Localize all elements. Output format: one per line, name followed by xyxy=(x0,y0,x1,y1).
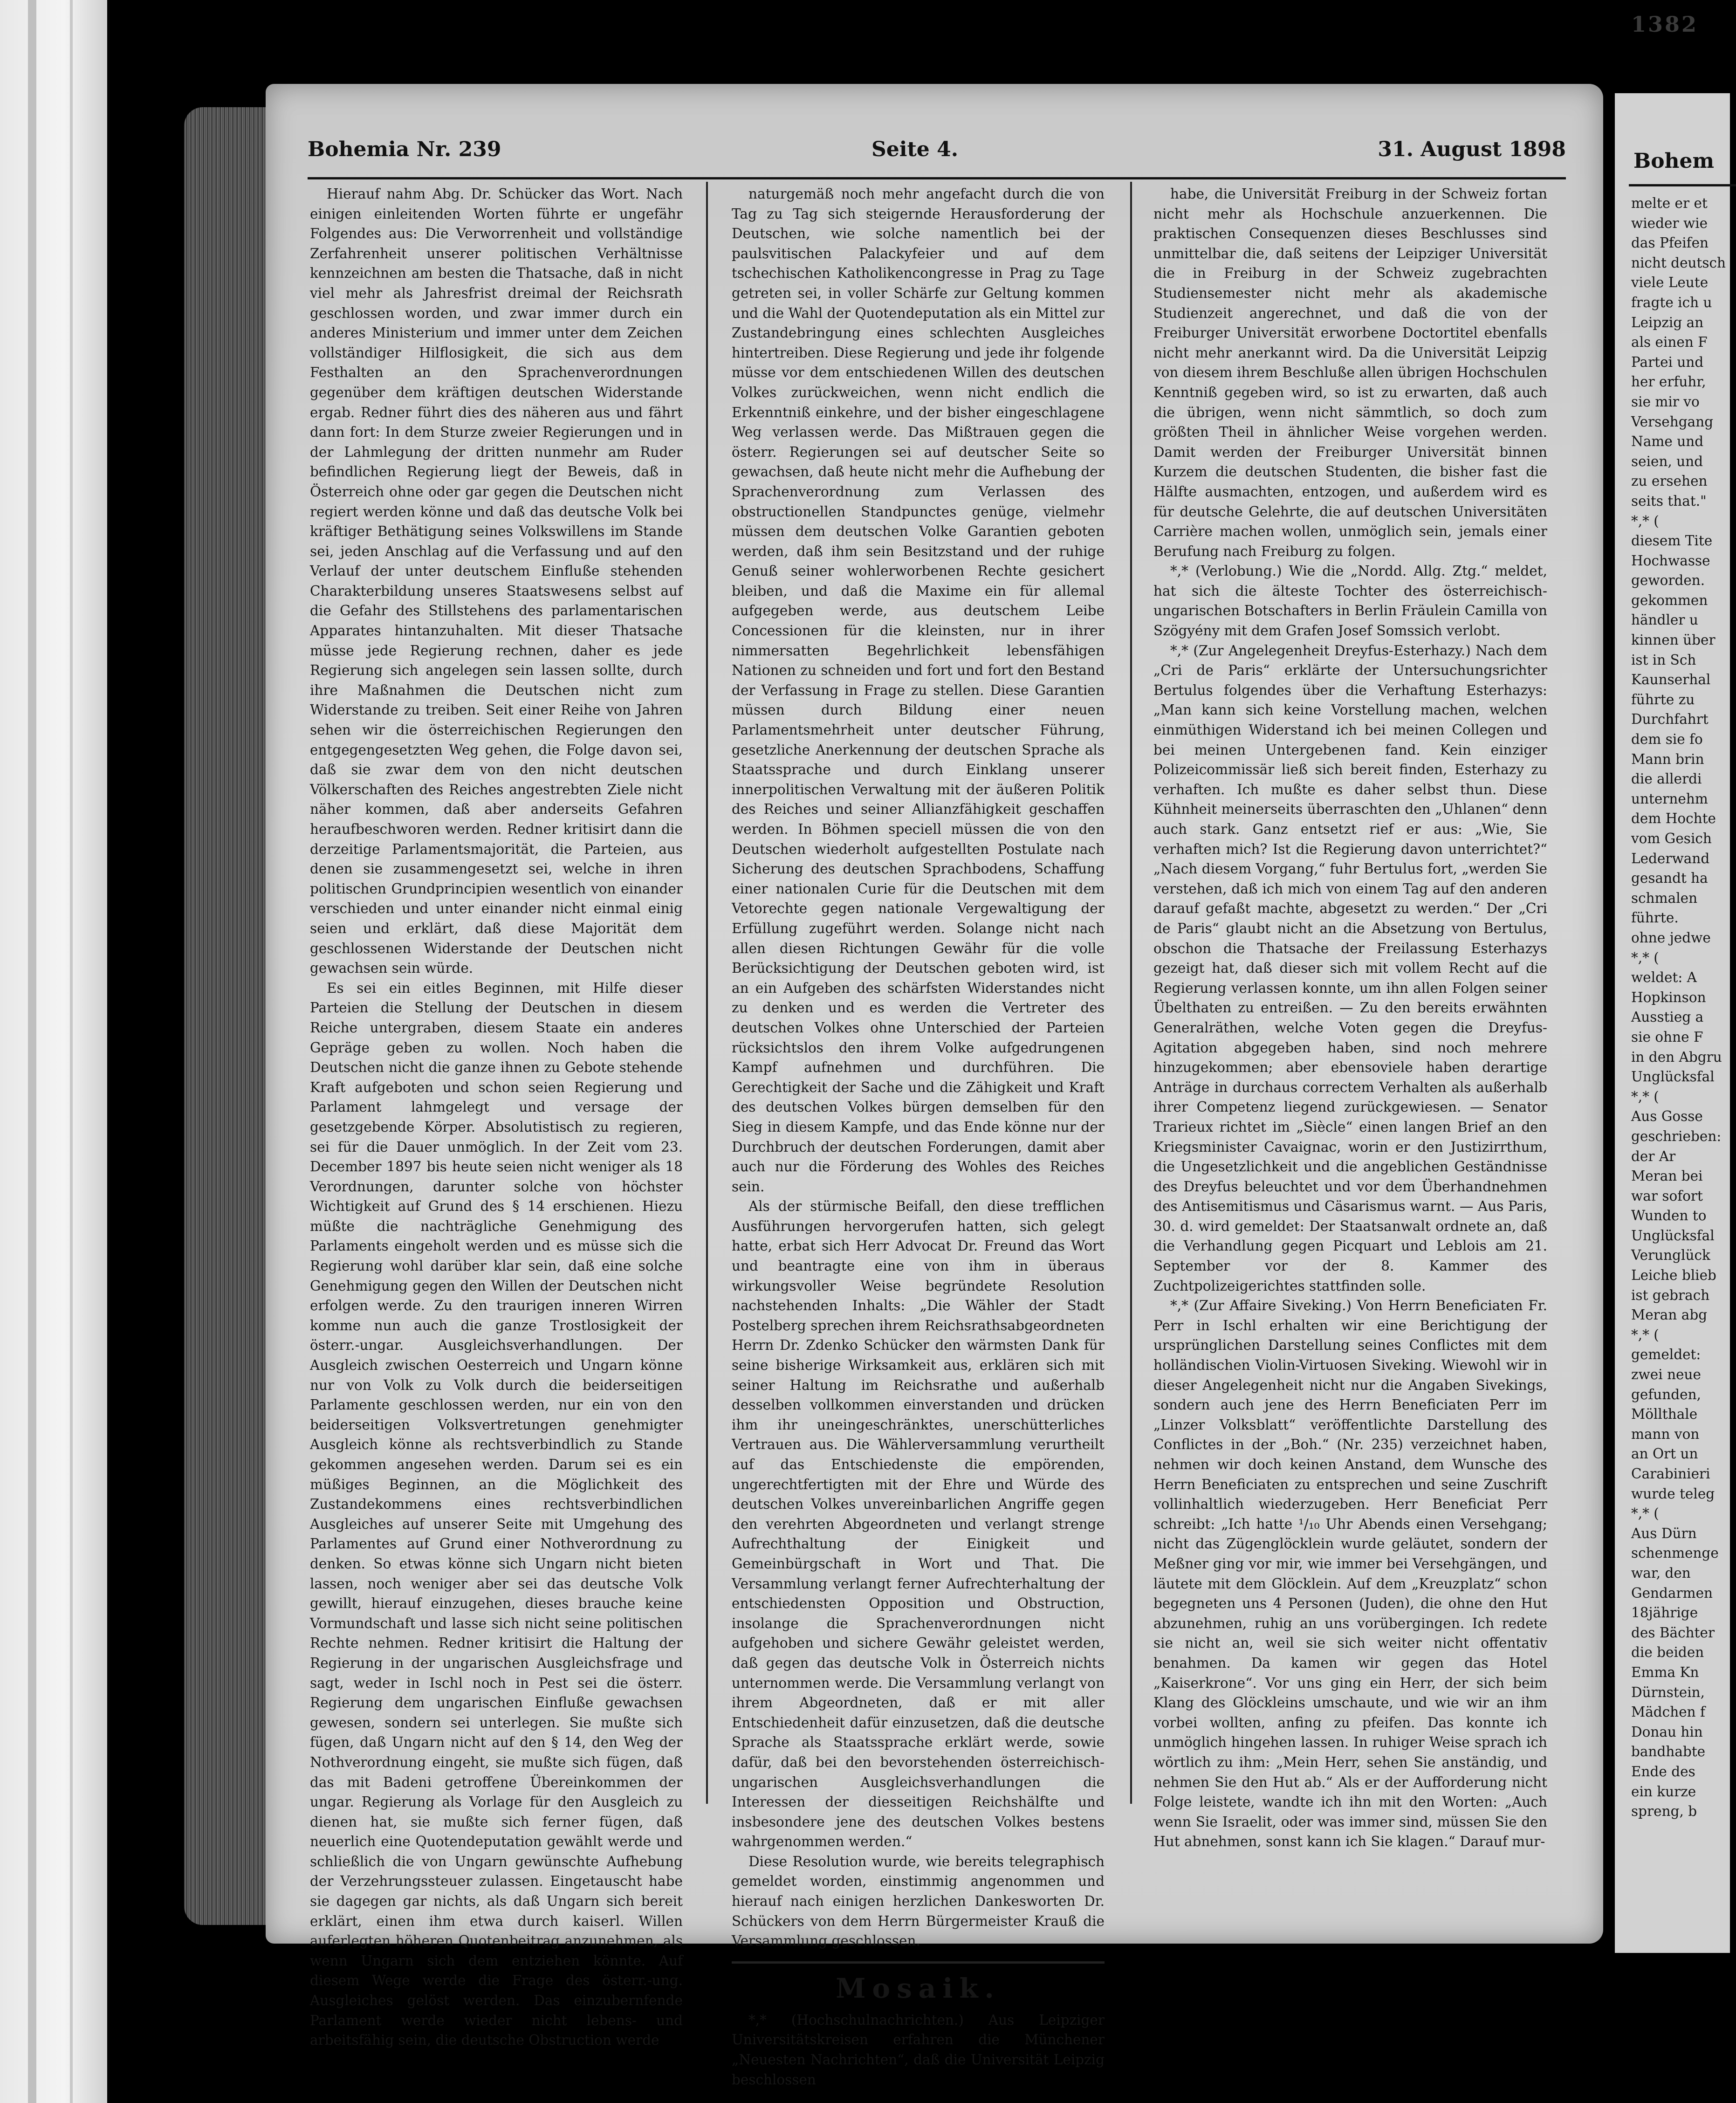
adjacent-page-line: war sofort xyxy=(1631,1188,1703,1204)
adjacent-page-line: diesem Tite xyxy=(1631,533,1713,549)
adjacent-page-line: Möllthale xyxy=(1631,1406,1698,1423)
adjacent-page-line: Mann brin xyxy=(1631,751,1704,767)
adjacent-page-line: Wunden to xyxy=(1631,1208,1707,1224)
adjacent-page-line: wieder wie xyxy=(1631,215,1708,231)
adjacent-page-line: sie ohne F xyxy=(1631,1029,1703,1045)
adjacent-page-line: gemeldet: xyxy=(1631,1347,1701,1363)
adjacent-page-line: Aus Gosse xyxy=(1631,1108,1703,1125)
adjacent-page-line: in den Abgru xyxy=(1631,1049,1722,1065)
adjacent-page-line: gesandt ha xyxy=(1631,870,1708,887)
adjacent-page-line: der Ar xyxy=(1631,1148,1676,1164)
newspaper-page xyxy=(266,84,1603,2088)
adjacent-page-line: geworden. xyxy=(1631,572,1705,589)
masthead-issue: Bohemia Nr. 239 xyxy=(308,137,501,161)
section-title-mosaik: Mosaik. xyxy=(836,1972,1001,2004)
adjacent-page-line: ein kurze xyxy=(1631,1783,1696,1800)
adjacent-page-line: Unglücksfal xyxy=(1631,1227,1715,1244)
adjacent-header-rule xyxy=(1629,184,1736,186)
adjacent-page xyxy=(1615,93,1730,1953)
column-3 xyxy=(1153,184,1547,1850)
adjacent-page-line: Verunglück xyxy=(1631,1247,1710,1264)
adjacent-page-line: das Pfeifen xyxy=(1631,235,1709,251)
adjacent-page-line: zu ersehen xyxy=(1631,473,1708,489)
adjacent-page-line: Aus Dürn xyxy=(1631,1525,1697,1541)
adjacent-page-line: Mädchen f xyxy=(1631,1704,1705,1720)
adjacent-page-line: gekommen xyxy=(1631,592,1708,608)
column-divider xyxy=(1130,182,1132,1804)
adjacent-page-line: Ausstieg a xyxy=(1631,1009,1704,1025)
adjacent-page-line: her erfuhr, xyxy=(1631,374,1706,390)
adjacent-page-line: Name und xyxy=(1631,433,1704,450)
adjacent-page-line: schenmenge xyxy=(1631,1545,1719,1561)
adjacent-page-line: fragte ich u xyxy=(1631,294,1712,310)
adjacent-page-line: Leipzig an xyxy=(1631,314,1704,330)
adjacent-page-line: Hopkinson xyxy=(1631,989,1706,1005)
article-paragraph: naturgemäß noch mehr angefacht durch die von Tag zu Tag sich steigernde Herausforderung der Deutschen, wie solche namentlich bei der paulsvitischen Palackyfeier und auf dem tschechischen Katholikencongresse in Prag zu Tage getreten sei, in voller Schärfe zur Geltung kommen und die Wahl der Quotendeputation als ein Mittel zur Zustandebringung eines schlechten Ausgleiches hintertreiben. Diese Regierung und jede ihr folgende müsse vor dem entschiedenen Willen des deutschen Volkes zurückweichen, wenn nicht endlich die Erkenntniß einkehre, und der bisher eingeschlagene Weg verlassen werde. Das Mißtrauen gegen die österr. Regierungen sei auf deutscher Seite so gewachsen, daß heute nicht mehr die Aufhebung der Sprachenverordnung zum Verlassen des obstructionellen Standpunctes genüge, vielmehr müssen dem deutschen Volke Garantien geboten werden, daß ihm sein Besitzstand und der ruhige Genuß seiner wohlerworbenen Rechte gesichert bleiben, und daß die Maxime ein für allemal aufgegeben werde, aus deutschem Leibe Concessionen für die kleinsten, nur in ihrer nimmersatten Begehrlichkeit lebensfähigen Nationen zu schneiden und fort und fort den Bestand der Verfassung in Frage zu stellen. Diese Garantien müssen durch Bildung einer neuen Parlamentsmehrheit unter deutscher Führung, gesetzliche Anerkennung der deutschen Sprache als Staatssprache und durch Einklang unserer innerpolitischen Verwaltung mit der äußeren Politik des Reiches und seiner Allianzfähigkeit geschaffen werden. In Böhmen speciell müssen die von den Deutschen wiederholt aufgestellten Postulate nach Sicherung des deutschen Sprachbodens, Schaffung einer nationalen Curie für die Deutschen mit dem Vetorechte gegen nationale Vergewaltigung der Erfüllung zugeführt werden. Solange nicht nach allen diesen Richtungen Gewähr für die volle Berücksichtigung der Deutschen geboten wird, ist an ein Aufgeben des schärfsten Widerstandes nicht zu denken und es werden die Vertreter des deutschen Volkes ohne Unterschied der Parteien rücksichtslos den ihrem Volke aufgedrungenen Kampf aufnehmen und durchführen. Die Gerechtigkeit der Sache und die Zähigkeit und Kraft des deutschen Volkes bürgen demselben für den Sieg in diesem Kampfe, und das Ende könne nur der Durchbruch der deutschen Forderungen, damit aber auch nur die Förderung des Wohles des Reiches sein. xyxy=(732,186,1105,1195)
adjacent-page-line: Carabinieri xyxy=(1631,1466,1710,1482)
column-2 xyxy=(732,184,1105,2088)
adjacent-page-line: vom Gesich xyxy=(1631,831,1712,846)
column-divider xyxy=(706,182,708,1804)
adjacent-page-line: *,* ( xyxy=(1631,1326,1659,1343)
news-item: *,* (Zur Angelegenheit Dreyfus-Esterhazy.) Nach dem „Cri de Paris“ erklärte der Untersuchungsrichter Bertulus folgendes über die Verhaftung Esterhazys: „Man kann sich keine Vorstellung machen, welchen einmüthigen Widerstand ich bei meinen Collegen und bei meinen Untergebenen fand. Kein einziger Polizeicommissär ließ sich bereit finden, Esterhazy zu verhaften. Ich mußte es daher selbst thun. Diese Kühnheit meinerseits überraschten den „Uhlanen“ denn auch stark. Ganz entsetzt rief er aus: „Wie, Sie verhaften mich? Ist die Regierung davon unterrichtet?“ „Nach diesem Vorgang,“ fuhr Bertulus fort, „werden Sie verstehen, daß ich mich von einem Tag auf den anderen darauf gefaßt machte, abgesetzt zu werden.“ Der „Cri de Paris“ glaubt nicht an die Absetzung von Bertulus, obschon die Thatsache der Freilassung Esterhazys gezeigt hat, daß dieser sich mit vollem Recht auf die Regierung verlassen konnte, um ihn allen Folgen seiner Übelthaten zu entreißen. — Zu den bereits erwähnten Generalräthen, welche Voten gegen die Dreyfus-Agitation abgegeben haben, sind noch mehrere hinzugekommen; aber ebensoviele haben derartige Anträge in durchaus correctem Verhalten als außerhalb ihrer Competenz liegend zurückgewiesen. — Senator Trarieux richtet im „Siècle“ einen langen Brief an den Kriegsminister Cavaignac, worin er den Justizirrthum, die Ungesetzlichkeit und die angeblichen Geständnisse des Dreyfus beleuchtet und vor dem Überhandnehmen des Antisemitismus und Cäsarismus warnt. — Aus Paris, 30. d. wird gemeldet: Der Staatsanwalt ordnete an, daß die Verhandlung gegen Picquart und Leblois am 21. September vor der 8. Kammer des Zuchtpolizeigerichtes stattfinden solle. xyxy=(1153,642,1547,1294)
adjacent-page-line: die beiden xyxy=(1631,1644,1704,1661)
article-paragraph: Es sei ein eitles Beginnen, mit Hilfe dieser Parteien die Stellung der Deutschen in diesem Reiche untergraben, diesem Staate ein anderes Gepräge geben zu wollen. Noch haben die Deutschen nicht die ganze ihnen zu Gebote stehende Kraft aufgeboten und schon seien Regierung und Parlament lahmgelegt und versage der gesetzgebende Körper. Absolutistisch zu regieren, sei für die Dauer unmöglich. In der Zeit vom 23. December 1897 bis heute seien nicht weniger als 18 Verordnungen, darunter solche von höchster Wichtigkeit auf Grund des § 14 erschienen. Hiezu müßte die nachträgliche Genehmigung des Parlaments eingeholt werden und es müsse sich die Regierung wohl darüber klar sein, daß eine solche Genehmigung gegen den Willen der Deutschen nicht erfolgen werde. Zu den traurigen inneren Wirren komme nun auch die ganze Trostlosigkeit der österr.-ungar. Ausgleichsverhandlungen. Der Ausgleich zwischen Oesterreich und Ungarn könne nur von Volk zu Volk durch die beiderseitigen Parlamente geschlossen werden, nur ein von den beiderseitigen Volksvertretungen genehmigter Ausgleich könne als rechtsverbindlich zu Stande gekommen angesehen werden. Darum sei es ein müßiges Beginnen, an die Möglichkeit des Zustandekommens eines rechtsverbindlichen Ausgleiches auf unserer Seite mit Umgehung des Parlamentes auf Grund einer Nothverordnung zu denken. So etwas könne sich Ungarn nicht bieten lassen, noch weniger aber sei das deutsche Volk gewillt, hierauf einzugehen, dieses brauche keine Vormundschaft und lasse sich nicht seine politischen Rechte nehmen. Redner kritisirt die Haltung der Regierung in der ungarischen Ausgleichsfrage und sagt, weder in Ischl noch in Pest sei die österr. Regierung dem ungarischen Einfluße gewachsen gewesen, sondern sei unterlegen. Sie mußte sich fügen, daß Ungarn nicht auf den § 14, den Weg der Nothverordnung eingeht, sie mußte sich fügen, daß das mit Badeni getroffene Übereinkommen der ungar. Regierung als Vorlage für den Ausgleich zu dienen hat, sie mußte sich ferner fügen, daß neuerlich eine Quotendeputation gewählt werde und schließlich die von Ungarn gewünschte Aufhebung der Verzehrungssteuer zulassen. Eingetauscht habe sie dagegen gar nichts, als daß Ungarn sich bereit erklärt, einen ihm etwa durch kaiserl. Willen auferlegten höheren Quotenbeitrag anzunehmen, als wenn Ungarn sich dem entziehen könnte. Auf diesem Wege werde die Frage des österr.-ung. Ausgleiches gelöst werden. Das einzubernfende Parlament werde wieder nicht lebens- und arbeitsfähig sein, die deutsche Obstruction werde xyxy=(310,980,683,2048)
archive-stamp: 1382 xyxy=(1631,12,1699,37)
film-strip xyxy=(28,0,36,2103)
adjacent-page-header: Bohem xyxy=(1633,149,1715,173)
adjacent-page-line: war, den xyxy=(1631,1565,1691,1581)
adjacent-page-line: Kaunserhal xyxy=(1631,672,1711,688)
adjacent-page-line: Versehgang xyxy=(1631,413,1714,430)
article-paragraph: Diese Resolution wurde, wie bereits telegraphisch gemeldet worden, einstimmig angenommen und hierauf nach einigen herzlichen Dankesworten Dr. Schückers von dem Herrn Bürgermeister Krauß die Versammlung geschlossen. xyxy=(732,1853,1105,1949)
adjacent-page-line: gefunden, xyxy=(1631,1386,1701,1402)
adjacent-page-line: ist in Sch xyxy=(1631,652,1696,668)
adjacent-page-line: bandhabte xyxy=(1631,1744,1706,1760)
adjacent-page-text xyxy=(1631,193,1734,1820)
header-rule xyxy=(308,177,1566,179)
adjacent-page-line: zwei neue xyxy=(1631,1367,1701,1383)
adjacent-page-line: Partei und xyxy=(1631,354,1704,370)
adjacent-page-line: Donau hin xyxy=(1631,1724,1703,1740)
news-item: habe, die Universität Freiburg in der Schweiz fortan nicht mehr als Hochschule anzuerkennen. Die praktischen Consequenzen dieses Beschlusses sind unmittelbar die, daß seitens der Leipziger Universität die in Freiburg in der Schweiz zugebrachten Studiensemester nicht mehr als akademische Studienzeit angerechnet, und daß die von der Freiburger Universität erworbene Doctortitel ebenfalls nicht mehr anerkannt wird. Da die Universität Leipzig von diesem ihrem Beschluße allen übrigen Hochschulen Kenntniß gegeben wird, so ist zu erwarten, daß auch die übrigen, wenn nicht sämmtlich, so doch zum größten Theil in ähnlicher Weise vorgehen werden. Damit werden der Freiburger Universität binnen Kurzem die deutschen Studenten, die bisher fast die Hälfte ausmachten, entzogen, und außerdem wird es für deutsche Gelehrte, die auf deutschen Universitäten Carrière machen wollen, unmöglich sein, jemals einer Berufung nach Freiburg zu folgen. xyxy=(1153,186,1547,559)
adjacent-page-line: *,* ( xyxy=(1631,1505,1659,1522)
adjacent-page-line: Dürnstein, xyxy=(1631,1684,1705,1700)
adjacent-page-line: seien, und xyxy=(1631,453,1703,469)
adjacent-page-line: ist gebrach xyxy=(1631,1287,1710,1303)
issue-date: 31. August 1898 xyxy=(1378,137,1566,161)
adjacent-page-line: die allerdi xyxy=(1631,771,1702,787)
adjacent-page-line: dem sie fo xyxy=(1631,731,1703,748)
section-rule xyxy=(732,1961,1105,1964)
adjacent-page-line: Ende des xyxy=(1631,1763,1695,1780)
page-header xyxy=(308,137,1566,170)
news-item: *,* (Hochschulnachrichten.) Aus Leipziger Universitätskreisen erfahren die Münchener „Neuesten Nachrichten“, daß die Universität Leipzig beschlossen xyxy=(732,2012,1105,2088)
adjacent-page-line: Meran abg xyxy=(1631,1307,1708,1323)
adjacent-page-line: ohne jedwe xyxy=(1631,929,1711,946)
adjacent-page-line: 18jährige xyxy=(1631,1605,1698,1621)
adjacent-page-line: Hochwasse xyxy=(1631,552,1710,569)
article-paragraph: Als der stürmische Beifall, den diese trefflichen Ausführungen hervorgerufen hatten, sich gelegt hatte, erbat sich Herr Advocat Dr. Freund das Wort und beantragte eine von ihm in überaus wirkungsvoller Weise begründete Resolution nachstehenden Inhalts: „Die Wähler der Stadt Postelberg sprechen ihrem Reichsrathsabgeordneten Herrn Dr. Zdenko Schücker den wärmsten Dank für seine bisherige Wirksamkeit aus, erklären sich mit seiner Haltung im Reichsrathe und außerhalb desselben vollkommen einverstanden und drücken ihm ihr uneingeschränktes, unerschütterliches Vertrauen aus. Die Wählerversammlung verurtheilt auf das Entschiedenste die empörenden, ungerechtfertigten mit der Ehre und Würde des deutschen Volkes unvereinbarlichen Angriffe gegen den verehrten Abgeordneten und verlangt strenge Aufrechthaltung der Einigkeit und Gemeinbürgschaft in Wort und That. Die Versammlung verlangt ferner Aufrechterhaltung der entschiedensten Opposition und Obstruction, insolange die Sprachenverordnungen nicht aufgehoben und sichere Gewähr geleistet werden, daß gegen das deutsche Volk in Österreich nichts unternommen werde. Die Versammlung verlangt von ihrem Abgeordneten, daß er mit aller Entschiedenheit dafür einzusetzen, daß die deutsche Sprache als Staatssprache erklärt werde, sowie dafür, daß bei den bevorstehenden österreichisch-ungarischen Ausgleichsverhandlungen die Interessen der diesseitigen Reichshälfte und insbesondere jene des deutschen Volkes bestens wahrgenommen werden.“ xyxy=(732,1198,1105,1850)
film-strip xyxy=(70,0,73,2103)
adjacent-page-line: nicht deutsch xyxy=(1631,254,1726,271)
adjacent-page-line: *,* ( xyxy=(1631,949,1659,966)
adjacent-page-line: *,* ( xyxy=(1631,513,1659,529)
adjacent-page-line: wurde teleg xyxy=(1631,1485,1715,1502)
adjacent-page-line: *,* ( xyxy=(1631,1088,1659,1105)
adjacent-page-line: als einen F xyxy=(1631,334,1708,350)
news-item: *,* (Zur Affaire Siveking.) Von Herrn Beneficiaten Fr. Perr in Ischl erhalten wir eine Berichtigung der ursprünglichen Darstellung seines Conflictes mit dem holländischen Violin-Virtuosen Siveking. Wiewohl wir in dieser Angelegenheit nicht nur die Angaben Sivekings, sondern auch jene des Herrn Beneficiaten Perr im „Linzer Volksblatt“ veröffentlichte Darstellung des Conflictes in der „Boh.“ (Nr. 235) verzeichnet haben, nehmen wir doch keinen Anstand, dem Wunsche des Herrn Beneficiaten zu entsprechen und seine Zuschrift vollinhaltlich wiederzugeben. Herr Beneficiat Perr schreibt: „Ich hatte ¹/₁₀ Uhr Abends einen Versehgang; nicht das Zügenglöcklein wurde geläutet, sondern der Meßner ging vor mir, wie immer bei Versehgängen, und läutete mit dem Glöcklein. Auf dem „Kreuzplatz“ schon begegneten uns 4 Personen (Juden), die ohne den Hut abzunehmen, ruhig an uns vorübergingen. Ich redete sie nicht an, weil sie sich weiter nicht offentativ benahmen. Da kamen wir gegen das Hotel „Kaiserkrone“. Vor uns ging ein Herr, der sich beim Klang des Glöckleins umschaute, und wie wir an ihm vorbei wollten, anfing zu pfeifen. Das konnte ich unmöglich hingehen lassen. In ruhiger Weise sprach ich wörtlich zu ihm: „Mein Herr, sehen Sie anständig, und nehmen Sie den Hut ab.“ Als er der Aufforderung nicht Folge leistete, wandte ich ihn mit den Worten: „Auch wenn Sie Israelit, oder was immer sind, müssen Sie den Hut abnehmen, sonst kann ich Sie klagen.“ Darauf mur- xyxy=(1153,1298,1547,1850)
adjacent-page-line: an Ort un xyxy=(1631,1446,1698,1462)
column-1 xyxy=(310,184,683,2048)
adjacent-page-line: weldet: A xyxy=(1631,969,1697,986)
adjacent-page-line: mann von xyxy=(1631,1426,1700,1442)
film-border-left xyxy=(0,0,107,2103)
adjacent-page-line: Unglücksfal xyxy=(1631,1069,1715,1085)
adjacent-page-line: Leiche blieb xyxy=(1631,1267,1716,1284)
adjacent-page-line: führte. xyxy=(1631,910,1679,926)
adjacent-page-line: spreng, b xyxy=(1631,1803,1697,1820)
adjacent-page-line: dem Hochte xyxy=(1631,811,1716,827)
adjacent-page-line: des Bächter xyxy=(1631,1624,1715,1641)
adjacent-page-line: unternehm xyxy=(1631,790,1708,807)
adjacent-page-line: Durchfahrt xyxy=(1631,711,1709,728)
article-paragraph: Hierauf nahm Abg. Dr. Schücker das Wort. Nach einigen einleitenden Worten führte er ungefähr Folgendes aus: Die Verworrenheit und vollständige Zerfahrenheit unserer politischen Verhältnisse kennzeichnen am besten die Thatsache, daß in nicht viel mehr als Jahresfrist dreimal der Reichsrath geschlossen worden, und zwar immer durch ein anderes Ministerium und immer unter dem Zeichen vollständiger Hilflosigkeit, die sich aus dem Festhalten an den Sprachenverordnungen gegenüber dem kräftigen deutschen Widerstande ergab. Redner führt dies des näheren aus und fährt dann fort: In dem Sturze zweier Regierungen und in der Lahmlegung der dritten nunmehr am Ruder befindlichen Regierung liegt der Beweis, daß in Österreich ohne oder gar gegen die Deutschen nicht regiert werden könne und daß das deutsche Volk bei kräftiger Bethätigung seines Volkswillens im Stande sei, jeden Anschlag auf die Verfassung und auf den Verlauf der unter deutschem Einfluße stehenden Charakterbildung unseres Staatswesens selbst auf die Gefahr des Stillstehens des parlamentarischen Apparates hintanzuhalten. Mit dieser Thatsache müsse jede Regierung rechnen, daher es jede Regierung sich angelegen sein lassen sollte, durch ihre Maßnahmen die Deutschen nicht zum Widerstande zu treiben. Seit einer Reihe von Jahren sehen wir die österreichischen Regierungen den entgegengesetzten Weg gehen, die Folge davon sei, daß sie zwar dem von den nicht deutschen Völkerschaften des Reiches angestrebten Ziele nicht näher kommen, daß aber anderseits Gefahren heraufbeschworen werden. Redner kritisirt dann die derzeitige Parlamentsmajorität, die Parteien, aus denen sie zusammengesetzt sei, welche in ihren politischen Grundprincipien wesentlich von einander verschieden und unter einander nicht einmal einig seien und erklärt, daß diese Majorität dem geschlossenen Widerstande der Deutschen nicht gewachsen sein würde. xyxy=(310,186,683,976)
adjacent-page-line: Meran bei xyxy=(1631,1168,1703,1184)
adjacent-page-line: Lederwand xyxy=(1631,850,1710,866)
adjacent-page-line: führte zu xyxy=(1631,691,1695,708)
adjacent-page-line: Emma Kn xyxy=(1631,1664,1699,1680)
adjacent-page-line: Gendarmen xyxy=(1631,1585,1713,1601)
adjacent-page-line: seits that." xyxy=(1631,493,1707,509)
adjacent-page-line: viele Leute xyxy=(1631,275,1709,291)
adjacent-page-line: händler u xyxy=(1631,612,1698,628)
adjacent-page-line: geschrieben: xyxy=(1631,1128,1722,1144)
news-item: *,* (Verlobung.) Wie die „Nordd. Allg. Ztg.“ meldet, hat sich die älteste Tochter des österreichisch-ungarischen Botschafters in Berlin Fräulein Camilla von Szögyény mit dem Grafen Josef Somssich verlobt. xyxy=(1153,563,1547,639)
adjacent-page-line: kinnen über xyxy=(1631,632,1715,648)
page-number: Seite 4. xyxy=(871,137,959,161)
adjacent-page-line: melte er et xyxy=(1631,195,1708,211)
adjacent-page-line: sie mir vo xyxy=(1631,393,1700,410)
adjacent-page-line: schmalen xyxy=(1631,890,1698,906)
